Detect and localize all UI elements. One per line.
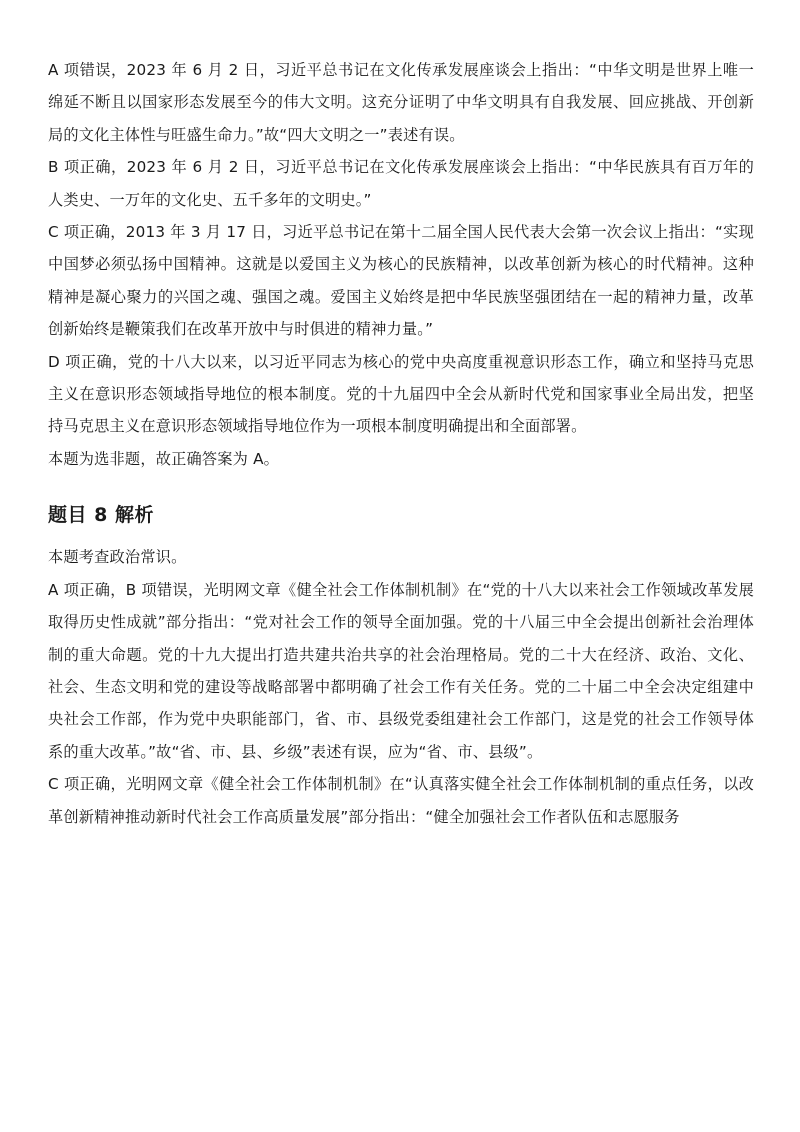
document-page [48,54,754,833]
section-title-q8: 题目 8 解析 [48,504,154,527]
answer-conclusion-q7: 本题为选非题，故正确答案为 A。 [48,449,280,468]
option-c-explanation-q8: C 项正确，光明网文章《健全社会工作体制机制》在“认真落实健全社会工作体制机制的重点任务，以改革创新精神推动新时代社会工作高质量发展”部分指出：“健全加强社会工作者队伍和志愿服务 [48,775,754,826]
option-a-explanation-q7: A 项错误，2023 年 6 月 2 日，习近平总书记在文化传承发展座谈会上指出：“中华文明是世界上唯一绵延不断且以国家形态发展至今的伟大文明。这充分证明了中华文明具有自我发展、回应挑战、开创新局的文化主体性与旺盛生命力。”故“四大文明之一”表述有误。 [48,61,754,144]
option-b-explanation-q7: B 项正确，2023 年 6 月 2 日，习近平总书记在文化传承发展座谈会上指出：“中华民族具有百万年的人类史、一万年的文化史、五千多年的文明史。” [48,158,754,209]
option-c-explanation-q7: C 项正确，2013 年 3 月 17 日，习近平总书记在第十二届全国人民代表大会第一次会议上指出：“实现中国梦必须弘扬中国精神。这就是以爱国主义为核心的民族精神，以改革创新为核心的时代精神。这种精神是凝心聚力的兴国之魂、强国之魂。爱国主义始终是把中华民族坚强团结在一起的精神力量，改革创新始终是鞭策我们在改革开放中与时俱进的精神力量。” [48,223,754,339]
option-d-explanation-q7: D 项正确，党的十八大以来，以习近平同志为核心的党中央高度重视意识形态工作，确立和坚持马克思主义在意识形态领域指导地位的根本制度。党的十九届四中全会从新时代党和国家事业全局出发，把坚持马克思主义在意识形态领域指导地位作为一项根本制度明确提出和全面部署。 [48,352,754,436]
topic-intro-q8: 本题考查政治常识。 [48,548,187,567]
option-ab-explanation-q8: A 项正确，B 项错误，光明网文章《健全社会工作体制机制》在“党的十八大以来社会工作领域改革发展取得历史性成就”部分指出：“党对社会工作的领导全面加强。党的十八届三中全会提出创新社会治理体制的重大命题。党的十九大提出打造共建共治共享的社会治理格局。党的二十大在经济、政治、文化、社会、生态文明和党的建设等战略部署中都明确了社会工作有关任务。党的二十届二中全会决定组建中央社会工作部，作为党中央职能部门，省、市、县级党委组建社会工作部门，这是党的社会工作领导体系的重大改革。”故“省、市、县、乡级”表述有误，应为“省、市、县级”。 [48,580,754,761]
